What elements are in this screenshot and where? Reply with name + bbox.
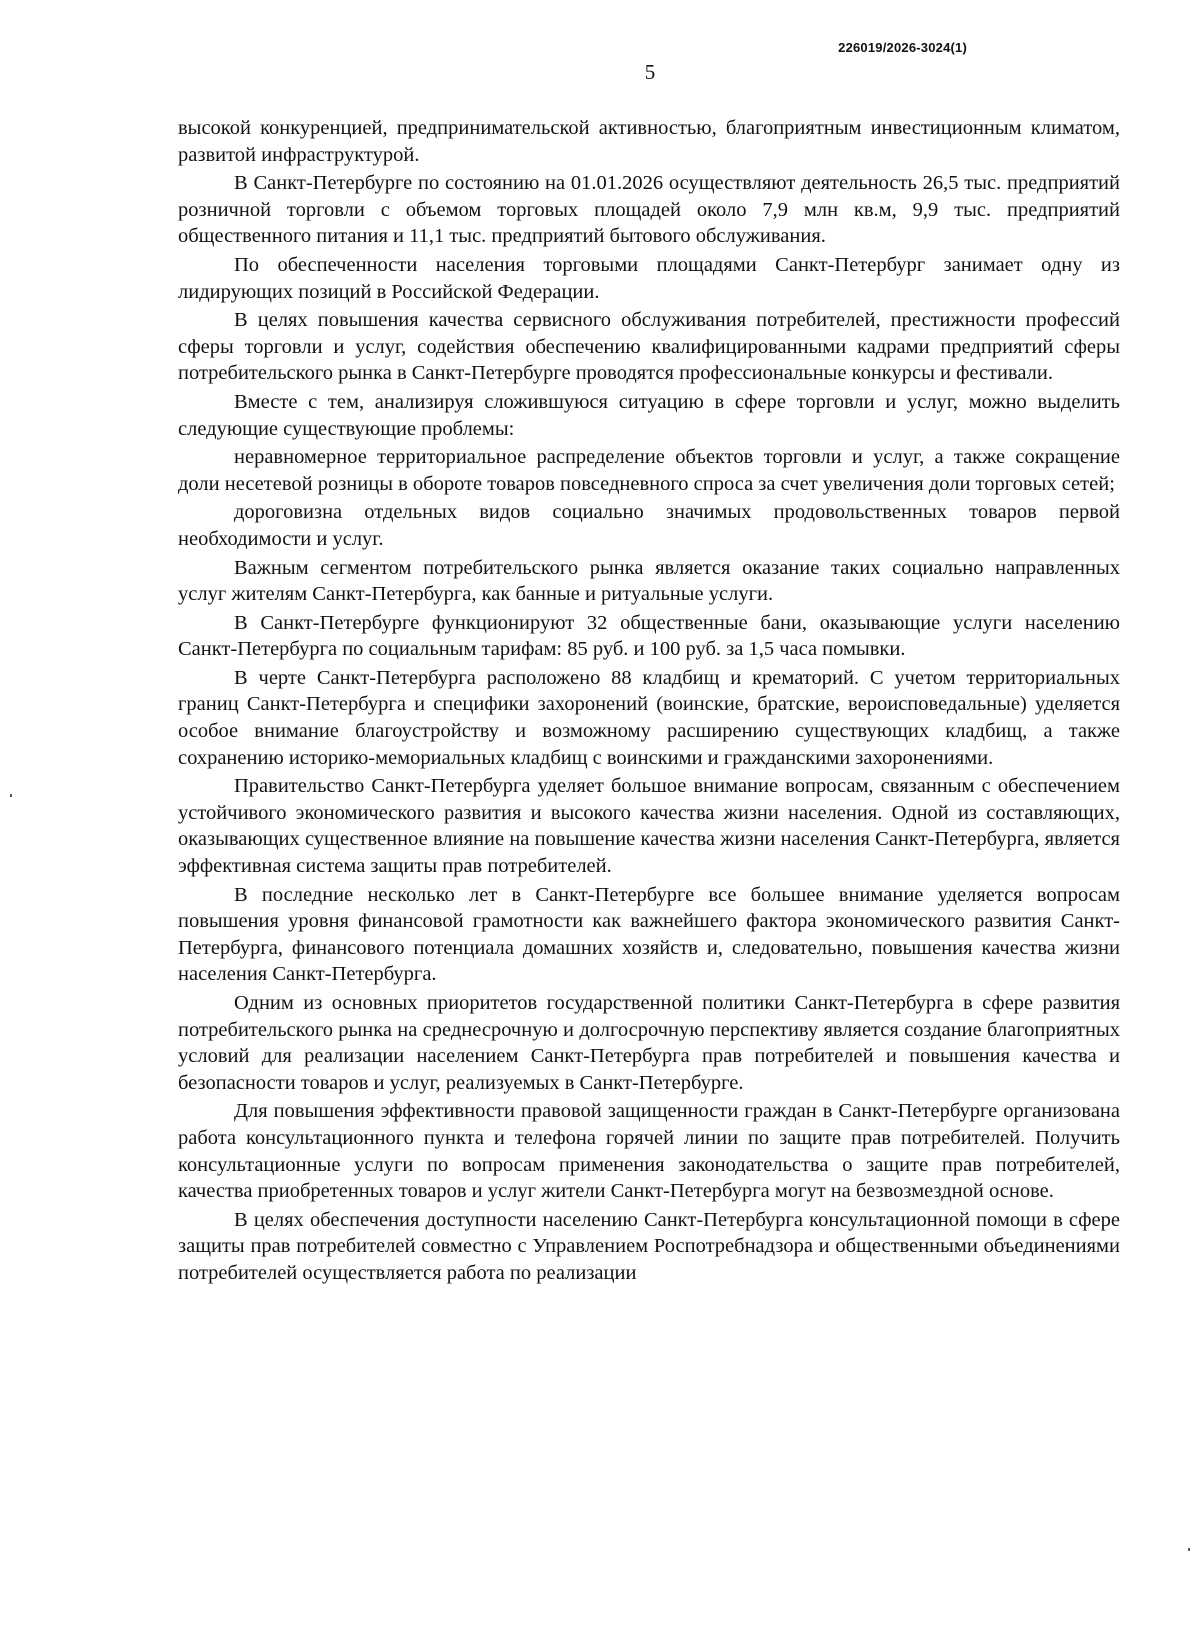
paragraph: В последние несколько лет в Санкт-Петербурге все большее внимание уделяется вопросам повышения уровня финансовой грамотности как важнейшего фактора экономического развития Санкт-Петербурга, финансового потенциала домашних хозяйств и, следовательно, повышения качества жизни населения Санкт-Петербурга.	[178, 883, 1120, 986]
paragraph: Одним из основных приоритетов государственной политики Санкт-Петербурга в сфере развития потребительского рынка на среднесрочную и долгосрочную перспективу является создание благоприятных условий для реализации населением Санкт-Петербурга прав потребителей и повышения качества и безопасности товаров и услуг, реализуемых в Санкт-Петербурге.	[178, 992, 1120, 1094]
paragraph: В черте Санкт-Петербурга расположено 88 кладбищ и крематорий. С учетом территориальных границ Санкт-Петербурга и специфики захоронений (воинские, братские, вероисповедальные) уделяется особое внимание благоустройству и возможному расширению существующих кладбищ, а также сохранению историко-мемориальных кладбищ с воинскими и гражданскими захоронениями.	[178, 666, 1120, 769]
paragraph: В целях обеспечения доступности населению Санкт-Петербурга консультационной помощи в сфере защиты прав потребителей совместно с Управлением Роспотребнадзора и общественными объединениями потребителей осуществляется работа по реализации	[178, 1208, 1120, 1284]
paragraph: высокой конкуренцией, предпринимательской активностью, благоприятным инвестиционным климатом, развитой инфраструктурой.	[178, 117, 1120, 166]
paragraph: Для повышения эффективности правовой защищенности граждан в Санкт-Петербурге организована работа консультационного пункта и телефона горячей линии по защите прав потребителей. Получить консультационные услуги по вопросам применения законодательства о защите прав потребителей, качества приобретенных товаров и услуг жители Санкт-Петербурга могут на безвозмездной основе.	[178, 1100, 1120, 1203]
paragraph: В Санкт-Петербурге функционируют 32 общественные бани, оказывающие услуги населению Санкт-Петербурга по социальным тарифам: 85 руб. и 100 руб. за 1,5 часа помывки.	[178, 611, 1120, 661]
paragraph: В Санкт-Петербурге по состоянию на 01.01.2026 осуществляют деятельность 26,5 тыс. предприятий розничной торговли с объемом торговых площадей около 7,9 млн кв.м, 9,9 тыс. предприятий общественного питания и 11,1 тыс. предприятий бытового обслуживания.	[178, 172, 1120, 248]
page-number: 5	[644, 60, 656, 84]
paragraph: По обеспеченности населения торговыми площадями Санкт-Петербург занимает одну из лидирующих позиций в Российской Федерации.	[178, 253, 1120, 303]
paragraph: Важным сегментом потребительского рынка является оказание таких социально направленных услуг жителям Санкт-Петербурга, как банные и ритуальные услуги.	[178, 556, 1120, 606]
paragraph: дороговизна отдельных видов социально значимых продовольственных товаров первой необходимости и услуг.	[178, 501, 1120, 550]
paragraph: В целях повышения качества сервисного обслуживания потребителей, престижности профессий сферы торговли и услуг, содействия обеспечению квалифицированными кадрами предприятий сферы потребительского рынка в Санкт-Петербурге проводятся профессиональные конкурсы и фестивали.	[178, 309, 1120, 385]
document-registration-number: 226019/2026-3024(1)	[838, 40, 967, 55]
paragraph: Правительство Санкт-Петербурга уделяет большое внимание вопросам, связанным с обеспечением устойчивого экономического развития и высокого качества жизни населения. Одной из составляющих, оказывающих существенное влияние на повышение качества жизни населения Санкт-Петербурга, является эффективная система защиты прав потребителей.	[178, 775, 1120, 878]
document-body	[178, 115, 1120, 1289]
scan-speck	[1188, 1548, 1190, 1551]
scan-speck	[10, 794, 12, 797]
paragraph: неравномерное территориальное распределение объектов торговли и услуг, а также сокращение доли несетевой розницы в обороте товаров повседневного спроса за счет увеличения доли торговых сетей;	[178, 446, 1120, 495]
paragraph: Вместе с тем, анализируя сложившуюся ситуацию в сфере торговли и услуг, можно выделить следующие существующие проблемы:	[178, 390, 1120, 440]
